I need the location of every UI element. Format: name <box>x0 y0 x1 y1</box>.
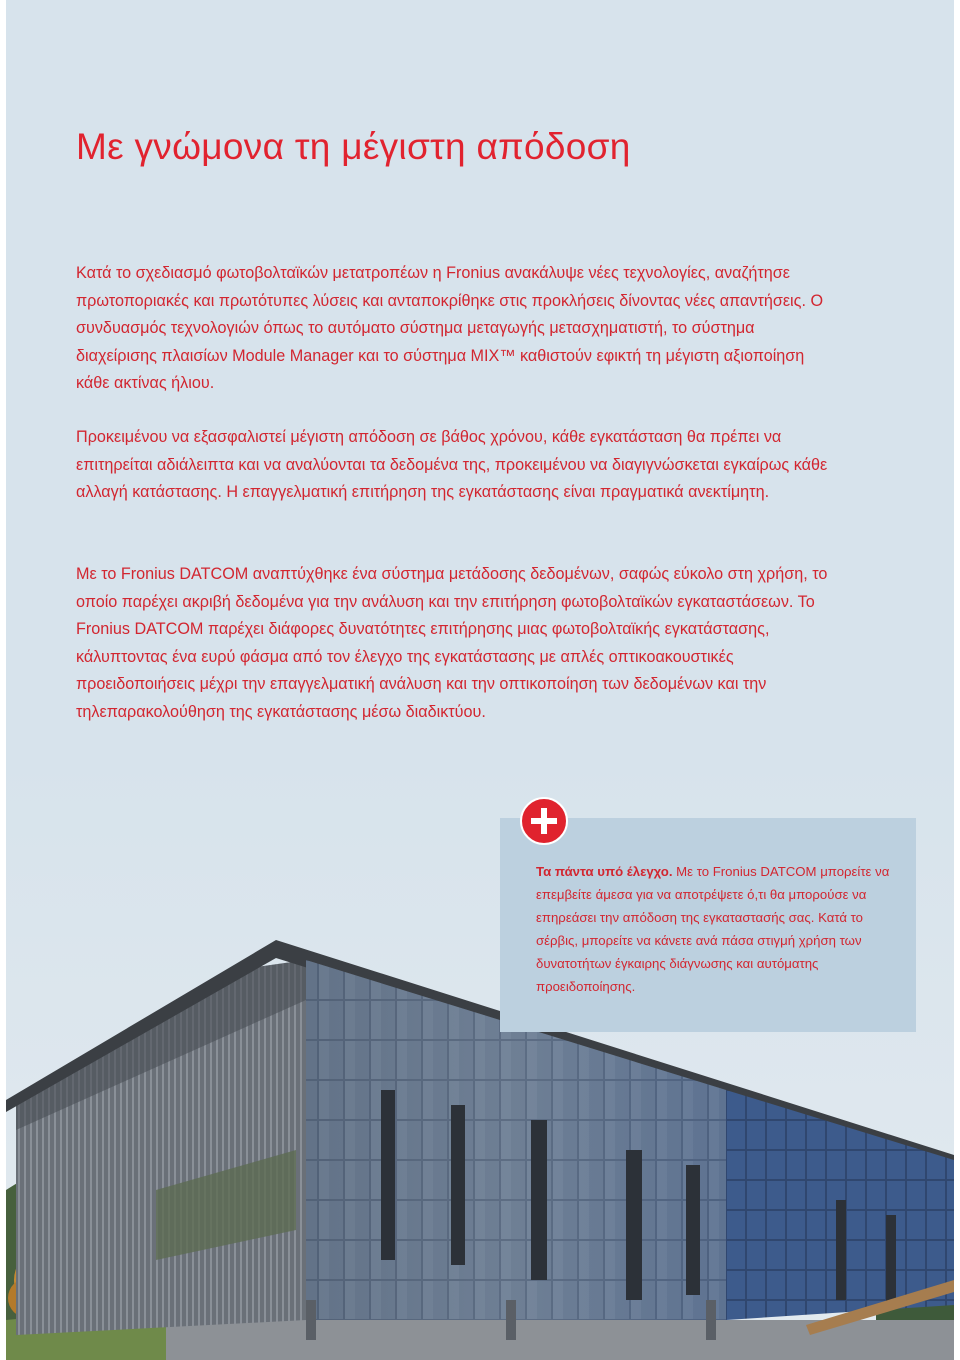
info-box-text <box>536 860 892 998</box>
plus-icon <box>520 797 568 845</box>
brochure-page <box>6 0 954 1360</box>
info-box <box>500 818 916 1032</box>
intro-paragraph: Κατά το σχεδιασμό φωτοβολταϊκών μετατροπέων η Fronius ανακάλυψε νέες τεχνολογίες, αναζήτησε πρωτοποριακές και πρωτότυπες λύσεις και ανταποκρίθηκε στις προκλήσεις δίνοντας νέες απαντήσεις. Ο συνδυασμός τεχνολογιών όπως το αυτόματο σύστημα μεταγωγής μετασχηματιστή, το σύστημα διαχείρισης πλαισίων Module Manager και το σύστημα MIX™ καθιστούν εφικτή τη μέγιστη αξιοποίηση κάθε ακτίνας ήλιου. <box>76 264 824 392</box>
datcom-paragraph: Με το Fronius DATCOM αναπτύχθηκε ένα σύστημα μετάδοσης δεδομένων, σαφώς εύκολο στη χρήση, το οποίο παρέχει ακριβή δεδομένα για την ανάλυση και την επιτήρηση φωτοβολταϊκών εγκαταστάσεων. Το Fronius DATCOM παρέχει διάφορες δυνατότητες επιτήρησης μιας φωτοβολταϊκής εγκατάστασης, κάλυπτοντας ένα ευρύ φάσμα από τον έλεγχο της εγκατάστασης με απλές οπτικοακουστικές προειδοποιήσεις μέχρι την επαγγελματική ανάλυση και την οπτικοποίηση των δεδομένων και την τηλεπαρακολούθηση της εγκατάστασης μέσω διαδικτύου. <box>76 565 828 721</box>
info-box-body: Με το Fronius DATCOM μπορείτε να επεμβείτε άμεσα για να αποτρέψετε ό,τι θα μπορούσε να επηρεάσει την απόδοση της εγκαταστασής σας. Κατά το σέρβις, μπορείτε να κάνετε ανά πάσα στιγμή χρήση των δυνατοτήτων έγκαιρης διάγνωσης και αυτόματης προειδοποίησης. <box>536 864 890 994</box>
page-title: Με γνώμονα τη μέγιστη απόδοση <box>76 126 631 167</box>
monitoring-paragraph: Προκειμένου να εξασφαλιστεί μέγιστη απόδοση σε βάθος χρόνου, κάθε εγκατάσταση θα πρέπει να επιτηρείται αδιάλειπτα και να αναλύονται τα δεδομένα της, προκειμένου να διαγιγνώσκεται εγκαίρως κάθε αλλαγή κατάστασης. Η επαγγελματική επιτήρηση της εγκατάστασης είναι πραγματικά ανεκτίμητη. <box>76 428 828 501</box>
info-box-lead: Τα πάντα υπό έλεγχο. <box>536 864 673 879</box>
